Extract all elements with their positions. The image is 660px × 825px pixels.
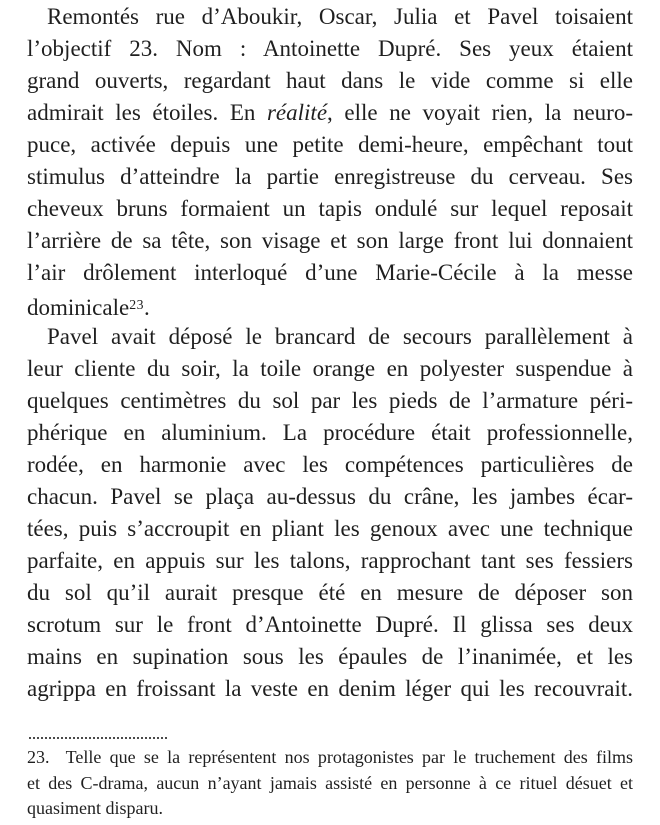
body-line xyxy=(27,129,633,161)
text-segment: grand ouverts, regardant haut dans le vide comme si elle xyxy=(27,68,633,93)
body-line xyxy=(27,161,633,193)
body-line xyxy=(27,353,633,385)
text-segment: l’objectif 23. Nom : Antoinette Dupré. Ses yeux étaient xyxy=(27,36,633,61)
paragraph xyxy=(27,321,633,705)
body-line xyxy=(27,289,633,321)
text-segment: quasiment disparu. xyxy=(27,798,163,818)
body-line xyxy=(27,449,633,481)
body-line xyxy=(27,641,633,673)
body-line xyxy=(27,193,633,225)
text-segment: tées, puis s’accroupit en pliant les genoux avec une technique xyxy=(27,516,633,541)
body-line xyxy=(27,257,633,289)
text-segment: dominicale xyxy=(27,294,130,320)
body-line xyxy=(27,385,633,417)
text-segment: , elle ne voyait rien, la neuro- xyxy=(327,100,633,125)
footnote-line xyxy=(27,796,633,822)
text-segment: stimulus d’atteindre la partie enregistreuse du cerveau. Ses xyxy=(27,164,633,189)
text-segment: . xyxy=(143,294,150,320)
text-segment: rodée, en harmonie avec les compétences particulières de xyxy=(27,452,633,477)
text-segment: l’air drôlement interloqué d’une Marie-Cécile à la messe xyxy=(27,260,633,285)
italic-text: réalité xyxy=(266,100,328,125)
body-line xyxy=(27,97,633,129)
body-text xyxy=(27,1,633,705)
body-line xyxy=(27,33,633,65)
text-segment: cheveux bruns formaient un tapis ondulé sur lequel reposait xyxy=(27,196,633,221)
text-segment: chacun. Pavel se plaça au-dessus du crâne, les jambes écar- xyxy=(27,484,633,509)
body-line xyxy=(27,545,633,577)
paragraph xyxy=(27,1,633,321)
text-segment: scrotum sur le front d’Antoinette Dupré. Il glissa ses deux xyxy=(27,612,633,637)
text-segment: du sol qu’il aurait presque été en mesure de déposer son xyxy=(27,580,633,605)
text-segment: leur cliente du soir, la toile orange en polyester suspendue à xyxy=(27,356,633,381)
footnote-line xyxy=(27,745,633,771)
text-segment: et des C-drama, aucun n’ayant jamais assisté en personne à ce rituel désuet et xyxy=(27,772,633,793)
footnote xyxy=(27,745,633,822)
text-segment: parfaite, en appuis sur les talons, rapprochant tant ses fessiers xyxy=(27,548,633,573)
text-segment: 23. Telle que se la représentent nos protagonistes par le truchement des films xyxy=(27,747,633,767)
body-line xyxy=(27,321,633,353)
body-line xyxy=(27,65,633,97)
body-line xyxy=(27,481,633,513)
text-segment: mains en supination sous les épaules de l’inanimée, et les xyxy=(27,644,633,669)
body-line xyxy=(27,1,633,33)
body-line xyxy=(27,513,633,545)
text-segment: puce, activée depuis une petite demi-heure, empêchant tout xyxy=(27,132,633,157)
text-segment: l’arrière de sa tête, son visage et son large front lui donnaient xyxy=(27,228,633,253)
body-line xyxy=(27,417,633,449)
body-line xyxy=(27,225,633,257)
text-segment: agrippa en froissant la veste en denim léger qui les recouvrait. xyxy=(27,676,633,701)
text-segment: phérique en aluminium. La procédure était professionnelle, xyxy=(27,420,633,445)
footnote-separator xyxy=(29,737,167,739)
body-line xyxy=(27,609,633,641)
text-segment: admirait les étoiles. En xyxy=(27,100,267,125)
footnote-line xyxy=(27,771,633,797)
body-line xyxy=(27,577,633,609)
text-segment: quelques centimètres du sol par les pieds de l’armature péri- xyxy=(27,388,633,413)
body-line xyxy=(27,673,633,705)
text-segment: Pavel avait déposé le brancard de secours parallèlement à xyxy=(47,324,633,349)
text-segment: Remontés rue d’Aboukir, Oscar, Julia et Pavel toisaient xyxy=(47,4,633,29)
footnote-reference: 23 xyxy=(129,297,144,312)
